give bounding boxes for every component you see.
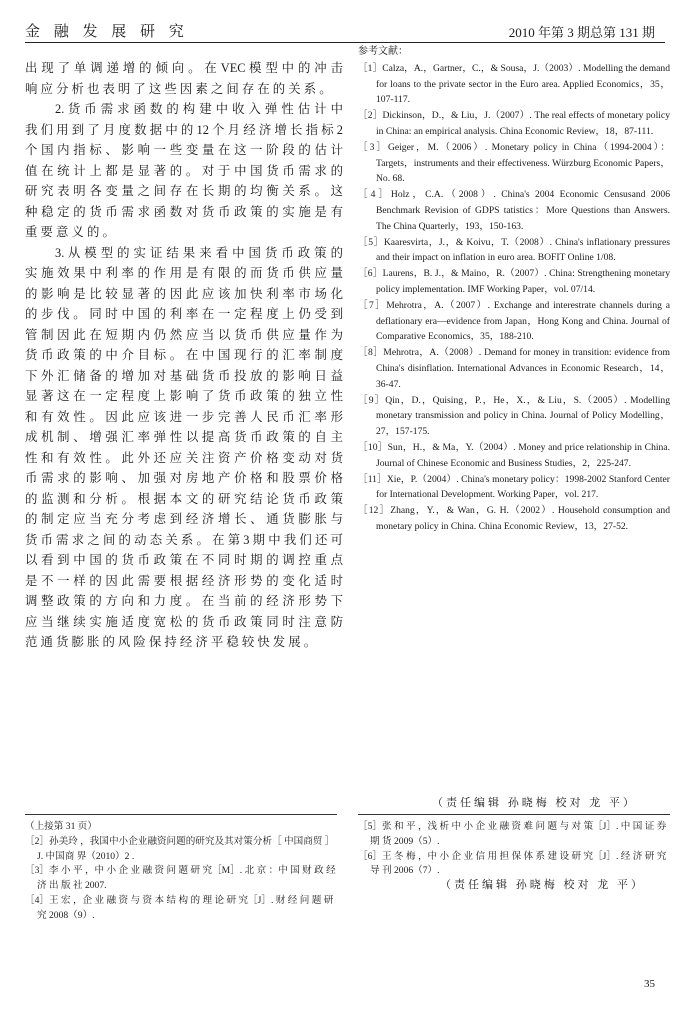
reference-item: ［5］Kaaresvirta，J.，& Koivu，T.（2008）. China's inflationary pressures and their impact on inflation in euro area. BOFIT Online 1/08. [358, 236, 670, 264]
editor-signature: （责任编辑 孙晓梅 校对 龙 平） [432, 797, 637, 809]
journal-title: 金 融 发 展 研 究 [25, 24, 189, 40]
page-number: 35 [644, 978, 655, 990]
editor-signature-bottom: （责任编辑 孙晓梅 校对 龙 平） [440, 879, 645, 891]
paragraph-3: 3. 从 模 型 的 实 证 结 果 来 看 中 国 货 币 政 策 的 实 施 效 果 中 利 率 的 作 用 是 有 限 的 而 货 币 供 应 量 的 影 响 是 比 较 显 著 的 因 此 应 该 加 快 利 率 市 场 化 的 步 伐 。 同 时 中 国 的 利 率 在 一 定 程 度 上 仍 受 到 管 制 因 此 在 短 期 内 仍 然 应 当 以 货 币 供 应 量 作 为 货 币 政 策 的 中 介 目 标 。 在 中 国 现 行 的 汇 率 制 度 下 外 汇 储 备 的 增 加 对 基 础 货 币 投 放 的 影 响 日 益 显 著 这 在 一 定 程 度 上 影 响 了 货 币 政 策 的 独 立 性 和 有 效 性 。 因 此 应 该 进 一 步 完 善 人 民 币 汇 率 形 成 机 制 、 增 强 汇 率 弹 性 以 提 高 货 币 政 策 的 自 主 性 和 有 效 性 。 此 外 还 应 关 注 资 产 价 格 变 动 对 货 币 需 求 的 影 响 、 加 强 对 房 地 产 价 格 和 股 票 价 格 的 监 测 和 分 析 。 根 据 本 文 的 研 究 结 论 货 币 政 策 的 制 定 应 当 充 分 考 虑 到 经 济 增 长 、 通 货 膨 胀 与 货 币 需 求 之 间 的 动 态 关 系 。 在 第 3 期 中 我 们 还 可 以 看 到 中 国 的 货 币 政 策 在 不 同 时 期 的 调 控 重 点 是 不 一 样 的 因 此 需 要 根 据 经 济 形 势 的 变 化 适 时 调 整 政 策 的 方 向 和 力 度 。 在 当 前 的 经 济 形 势 下 应 当 继 续 实 施 适 度 宽 松 的 货 币 政 策 同 时 注 意 防 范 通 货 膨 胀 的 风 险 保 持 经 济 平 稳 较 快 发 展 。 [25, 245, 343, 649]
reference-item: ［10］Sun，H.，& Ma，Y.（2004）. Money and price relationship in China. Journal of Chinese Economic and Business Studies，2，225-247. [358, 441, 670, 469]
reference-item: ［11］Xie，P.（2004）. China's monetary policy：1998-2002 Stanford Center for International Development. Working Paper，vol. 217. [358, 473, 670, 501]
note-item: ［4］王 宏 ，企 业 融 资 与 资 本 结 构 的 理 论 研 究［J］. 财 经 问 题 研 究 2008（9）. [25, 894, 334, 921]
header-rule [25, 42, 665, 43]
reference-item: ［2］Dickinson，D.，& Liu，J.（2007）. The real effects of monetary policy in China: an empirical analysis. China Economic Review，18，87-111. [358, 110, 670, 137]
reference-item: ［8］Mehrotra，A.（2008）. Demand for money in transition: evidence from China's disinflation. International Advances in Economic Research，14，36-47. [358, 347, 670, 390]
note-item: ［5］张 和 平 ，浅 析 中 小 企 业 融 资 难 问 题 与 对 策［J］. 中 国 证 券 期 货 2009（5）. [358, 821, 667, 847]
note-item: ［2］孙美玲 ，我国中小企业融资问题的研究及其对策分析［ 中国商贸 ］J. 中国商 界（2010）2 . [25, 835, 335, 862]
paragraph-2: 2. 货 币 需 求 函 数 的 构 建 中 收 入 弹 性 估 计 中 我 们 用 到 了 月 度 数 据 中 的 12 个 月 经 济 增 长 指 标 2 个 国 内 指 标 、 影 响 一 些 变 量 在 这 一 阶 段 的 估 计 值 在 统 计 上 都 是 显 著 的 。 对 于 中 国 货 币 需 求 的 研 究 表 明 各 变 量 之 间 存 在 长 期 的 均 衡 关 系 。 这 种 稳 定 的 货 币 需 求 函 数 对 货 币 政 策 的 实 施 是 有 重 要 意 义 的 。 [25, 102, 343, 239]
reference-item: ［3］Geiger，M.（2006）. Monetary policy in China（1994-2004）：Targets，instruments and their effectiveness. Würzburg Economic Papers，No. 68. [358, 141, 670, 185]
issue-info: 2010 年第 3 期总第 131 期 [508, 25, 655, 40]
note-item: ［6］王 冬 梅 ，中 小 企 业 信 用 担 保 体 系 建 设 研 究［J］. 经 济 研 究 导 刊 2006（7）. [358, 850, 667, 877]
notes-left [25, 820, 340, 924]
continued-note: （上接第 31 页） [25, 821, 97, 832]
reference-item: ［9］Qin，D.，Quising，P.，He，X.，& Liu，S.（2005）. Modelling monetary transmission and policy in China. Journal of Policy Modelling，27，157-175. [358, 394, 670, 438]
note-item: ［3］李 小 平 ，中 小 企 业 融 资 问 题 研 究［M］. 北 京 ：中 国 财 政 经 济 出 版 社 2007. [25, 865, 336, 892]
reference-item: ［6］Laurens，B. J.，& Maino，R.（2007）. China: Strengthening monetary policy implementation. IMF Working Paper，vol. 07/14. [358, 268, 670, 295]
section-rule-left [25, 814, 337, 815]
body-text [25, 58, 343, 653]
section-rule-right [358, 814, 670, 815]
references [358, 44, 670, 535]
reference-item: ［12］Zhang，Y.，& Wan，G. H.（2002）. Household consumption and monetary policy in China. China Economic Review，13，27-52. [358, 505, 670, 532]
references-title: 参考文献： [358, 46, 408, 57]
reference-item: ［4］Holz，C.A.（2008）. China's 2004 Economic Censusand 2006 Benchmark Revision of GDPS tatistics：More Questions than Answers. The China Quarterly，193，150-163. [358, 189, 670, 232]
reference-item: ［7］Mehrotra，A.（2007）. Exchange and interestrate channels during a deflationary era—evidence from Japan，Hong Kong and China. Journal of Comparative Economics，35，188-210. [358, 299, 670, 343]
notes-right [358, 820, 673, 879]
paragraph-1: 出 现 了 单 调 递 增 的 倾 向 。 在 VEC 模 型 中 的 冲 击 响 应 分 析 也 表 明 了 这 些 因 素 之 间 存 在 的 关 系 。 [25, 61, 343, 96]
reference-item: ［1］Calza，A.，Gartner，C.，& Sousa，J.（2003）. Modelling the demand for loans to the private sector in the Euro area. Applied Economics，35，107-117. [358, 62, 670, 106]
